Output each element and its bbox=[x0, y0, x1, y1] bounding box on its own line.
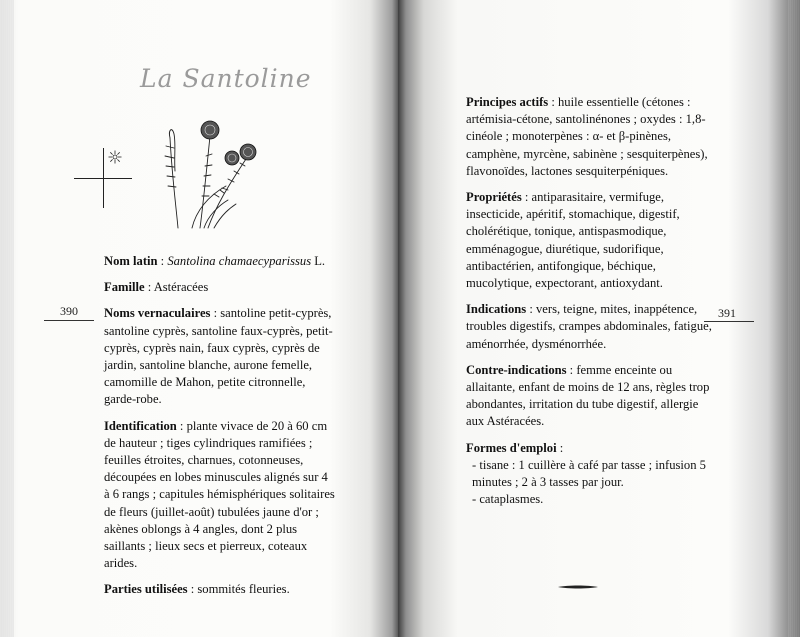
principes-actifs-label: Principes actifs bbox=[466, 95, 549, 109]
famille-label: Famille bbox=[104, 280, 145, 295]
left-text-column bbox=[104, 253, 336, 608]
page-number-right: 391 bbox=[718, 306, 736, 320]
contre-indications-value: femme enceinte ou allaitante, enfant de moins de 12 ans, règles trop abondantes, irritation du tube digestif, allergie aux Astéracées. bbox=[466, 362, 710, 429]
right-text-column bbox=[466, 94, 718, 508]
principes-actifs-entry: Principes actifs : huile essentielle (cétones : artémisia-cétone, santolinénones ; oxydes : 1,8-cinéole ; monoterpènes : α- et β-pinènes, camphène, myrcène, sabinène ; sesquiterpènes), flavonoïdes, lactones sesquiterpéniques. bbox=[466, 95, 708, 178]
page-edges bbox=[0, 0, 14, 637]
page-edges bbox=[788, 0, 800, 637]
parties-utilisees-entry: Parties utilisées : sommités fleuries. bbox=[104, 582, 290, 597]
nom-latin-value: Santolina chamaecyparissus bbox=[167, 254, 312, 268]
famille-value: Astéracées bbox=[153, 280, 209, 295]
santoline-plant-illustration bbox=[148, 116, 268, 234]
contre-indications-entry: Contre-indications : femme enceinte ou allaitante, enfant de moins de 12 ans, règles trop abondantes, irritation du tube digestif, allergie aux Astéracées. bbox=[466, 362, 710, 429]
contre-indications-label: Contre-indications bbox=[466, 362, 567, 377]
cross-ornament-vertical bbox=[103, 148, 104, 208]
formes-emploi-item: - tisane : 1 cuillère à café par tasse ; infusion 5 minutes ; 2 à 3 tasses par jour. bbox=[472, 457, 706, 490]
proprietes-value: antiparasitaire, vermifuge, insecticide, apéritif, stomachique, digestif, cholérétique, tonique, antispasmodique, emménagogue, diurétique, sudorifique, antibactérien, antifongique, béchique, mucolytique, expectorant, antioxydant. bbox=[466, 190, 680, 291]
page-title: La Santoline bbox=[140, 64, 312, 93]
proprietes-label: Propriétés bbox=[466, 190, 522, 205]
noms-vernaculaires-label: Noms vernaculaires bbox=[104, 306, 211, 321]
proprietes-entry: Propriétés : antiparasitaire, vermifuge, insecticide, apéritif, stomachique, digestif, cholérétique, tonique, antispasmodique, emménagogue, diurétique, sudorifique, antibactérien, antifongique, béchique, mucolytique, expectorant, antioxydant. bbox=[466, 190, 680, 291]
principes-actifs-value: huile essentielle (cétones : artémisia-cétone, santolinénones ; oxydes : 1,8-cinéole ; monoterpènes : α- et β-pinènes, camphène, myrcène, sabinène ; sesquiterpènes), flavonoïdes, lactones sesquiterpéniques. bbox=[466, 95, 708, 178]
page-number-rule-left bbox=[44, 320, 94, 321]
indications-value: vers, teigne, mites, inappétence, troubles digestifs, crampes abdominales, fatigue, aménorrhée, dysménorrhée. bbox=[466, 302, 712, 351]
identification-entry: Identification : plante vivace de 20 à 60 cm de hauteur ; tiges cylindriques ramifiées ; feuilles étroites, charnues, cotonneuses, découpées en lobes minuscules alignés sur 4 à 6 rangs ; capitules hémisphériques solitaires de fleurs (juillet-août) tubulées jaune d'or ; akènes oblongs à 4 angles, dont 2 plus saillants ; lieux secs et pierreux, coteaux arides. bbox=[104, 418, 335, 571]
nom-latin-label: Nom latin bbox=[104, 254, 158, 268]
flower-ornament-icon bbox=[108, 150, 122, 164]
parties-utilisees-label: Parties utilisées bbox=[104, 582, 188, 597]
noms-vernaculaires-value: santoline petit-cyprès, santoline cyprès, santoline faux-cyprès, petit-cyprès, cyprès nain, faux cyprès, cyprès de jardin, santoline blanche, aurone femelle, camomille de Mahon, petite citronnelle, garde-robe. bbox=[104, 306, 333, 407]
formes-emploi-item: - cataplasmes. bbox=[472, 492, 544, 507]
famille-entry: Famille : Astéracées bbox=[104, 280, 209, 295]
indications-entry: Indications : vers, teigne, mites, inappétence, troubles digestifs, crampes abdominales, fatigue, aménorrhée, dysménorrhée. bbox=[466, 302, 712, 351]
indications-label: Indications bbox=[466, 302, 527, 317]
page-number-left: 390 bbox=[60, 304, 78, 318]
formes-emploi-entry: Formes d'emploi : bbox=[466, 440, 564, 455]
identification-label: Identification bbox=[104, 418, 177, 433]
noms-vernaculaires-entry: Noms vernaculaires : santoline petit-cyprès, santoline cyprès, santoline faux-cyprès, petit-cyprès, cyprès nain, faux cyprès, cyprès de jardin, santoline blanche, aurone femelle, camomille de Mahon, petite citronnelle, garde-robe. bbox=[104, 306, 333, 407]
bottom-ornament bbox=[558, 584, 598, 590]
nom-latin-entry: Nom latin : Santolina chamaecyparissus L. bbox=[104, 254, 326, 268]
parties-utilisees-value: sommités fleuries. bbox=[197, 582, 290, 597]
identification-value: plante vivace de 20 à 60 cm de hauteur ; tiges cylindriques ramifiées ; feuilles étroites, charnues, cotonneuses, découpées en lobes minuscules alignés sur 4 à 6 rangs ; capitules hémisphériques solitaires de fleurs (juillet-août) tubulées jaune d'or ; akènes oblongs à 4 angles, dont 2 plus saillants ; lieux secs et pierreux, coteaux arides. bbox=[104, 418, 335, 571]
formes-emploi-label: Formes d'emploi bbox=[466, 440, 557, 455]
left-page bbox=[0, 0, 398, 637]
